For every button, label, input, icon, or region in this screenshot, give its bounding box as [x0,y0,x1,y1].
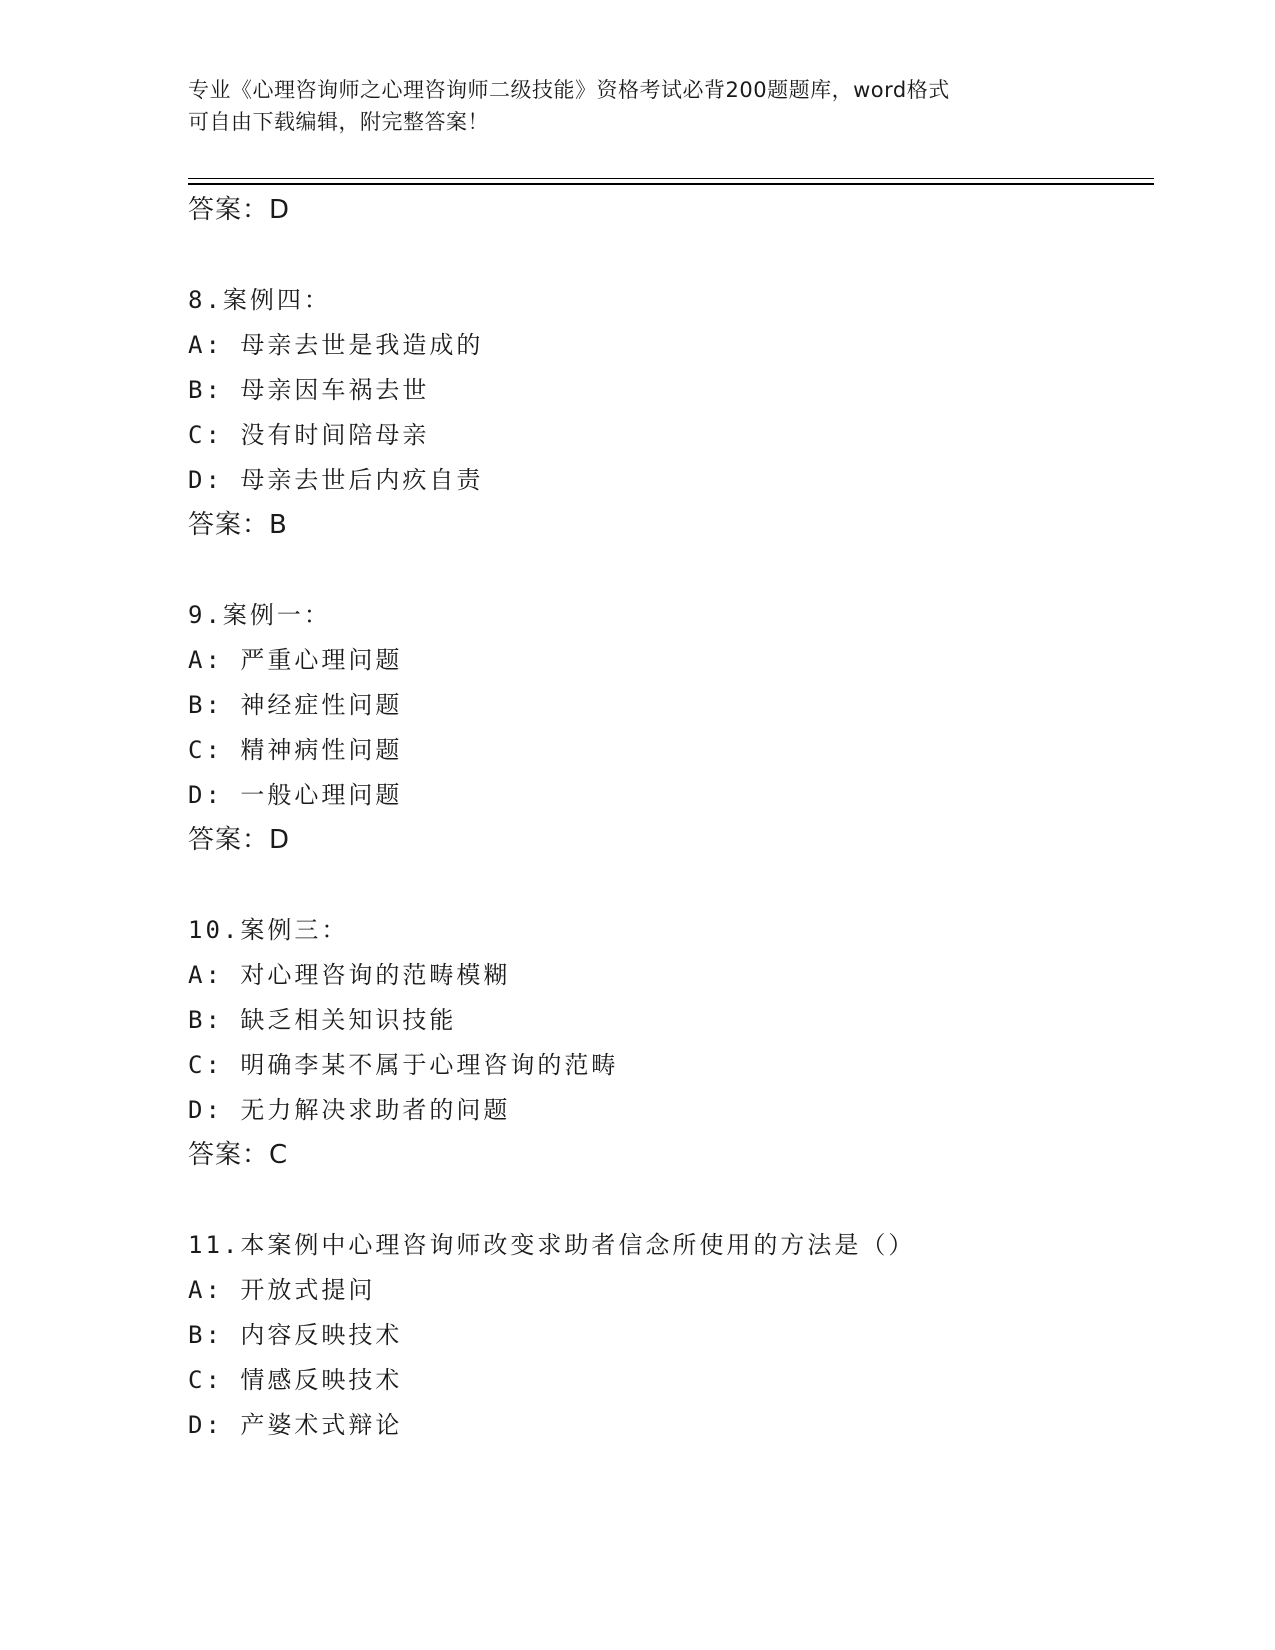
answer-8: 答案：B [188,510,288,540]
header-divider-top [188,178,1154,179]
question-8-option-b: B: 母亲因车祸去世 [188,376,430,404]
answer-9: 答案：D [188,825,291,855]
question-11-option-a: A: 开放式提问 [188,1276,376,1304]
answer-10: 答案：C [188,1140,289,1170]
question-10-option-d: D: 无力解决求助者的问题 [188,1096,511,1124]
header-line-2: 可自由下载编辑，附完整答案！ [188,110,489,134]
header-divider-bottom [188,183,1154,185]
question-9-option-d: D: 一般心理问题 [188,781,403,809]
question-8-title: 8.案例四： [188,286,331,314]
question-11-option-c: C: 情感反映技术 [188,1366,403,1394]
question-9-title: 9.案例一： [188,601,331,629]
question-11-option-d: D: 产婆术式辩论 [188,1411,403,1439]
question-10-option-a: A: 对心理咨询的范畴模糊 [188,961,511,989]
question-9-option-b: B: 神经症性问题 [188,691,403,719]
question-8-option-a: A: 母亲去世是我造成的 [188,331,484,359]
question-11-title: 11.本案例中心理咨询师改变求助者信念所使用的方法是（） [188,1231,916,1259]
question-9-option-a: A: 严重心理问题 [188,646,403,674]
question-9-option-c: C: 精神病性问题 [188,736,403,764]
question-10-option-b: B: 缺乏相关知识技能 [188,1006,457,1034]
question-11-option-b: B: 内容反映技术 [188,1321,403,1349]
question-10-option-c: C: 明确李某不属于心理咨询的范畴 [188,1051,619,1079]
question-10-title: 10.案例三： [188,916,349,944]
answer-7: 答案：D [188,195,291,225]
question-8-option-c: C: 没有时间陪母亲 [188,421,430,449]
document-header [188,74,1088,138]
question-8-option-d: D: 母亲去世后内疚自责 [188,466,484,494]
header-line-1: 专业《心理咨询师之心理咨询师二级技能》资格考试必背200题题库，word格式 [188,78,950,102]
